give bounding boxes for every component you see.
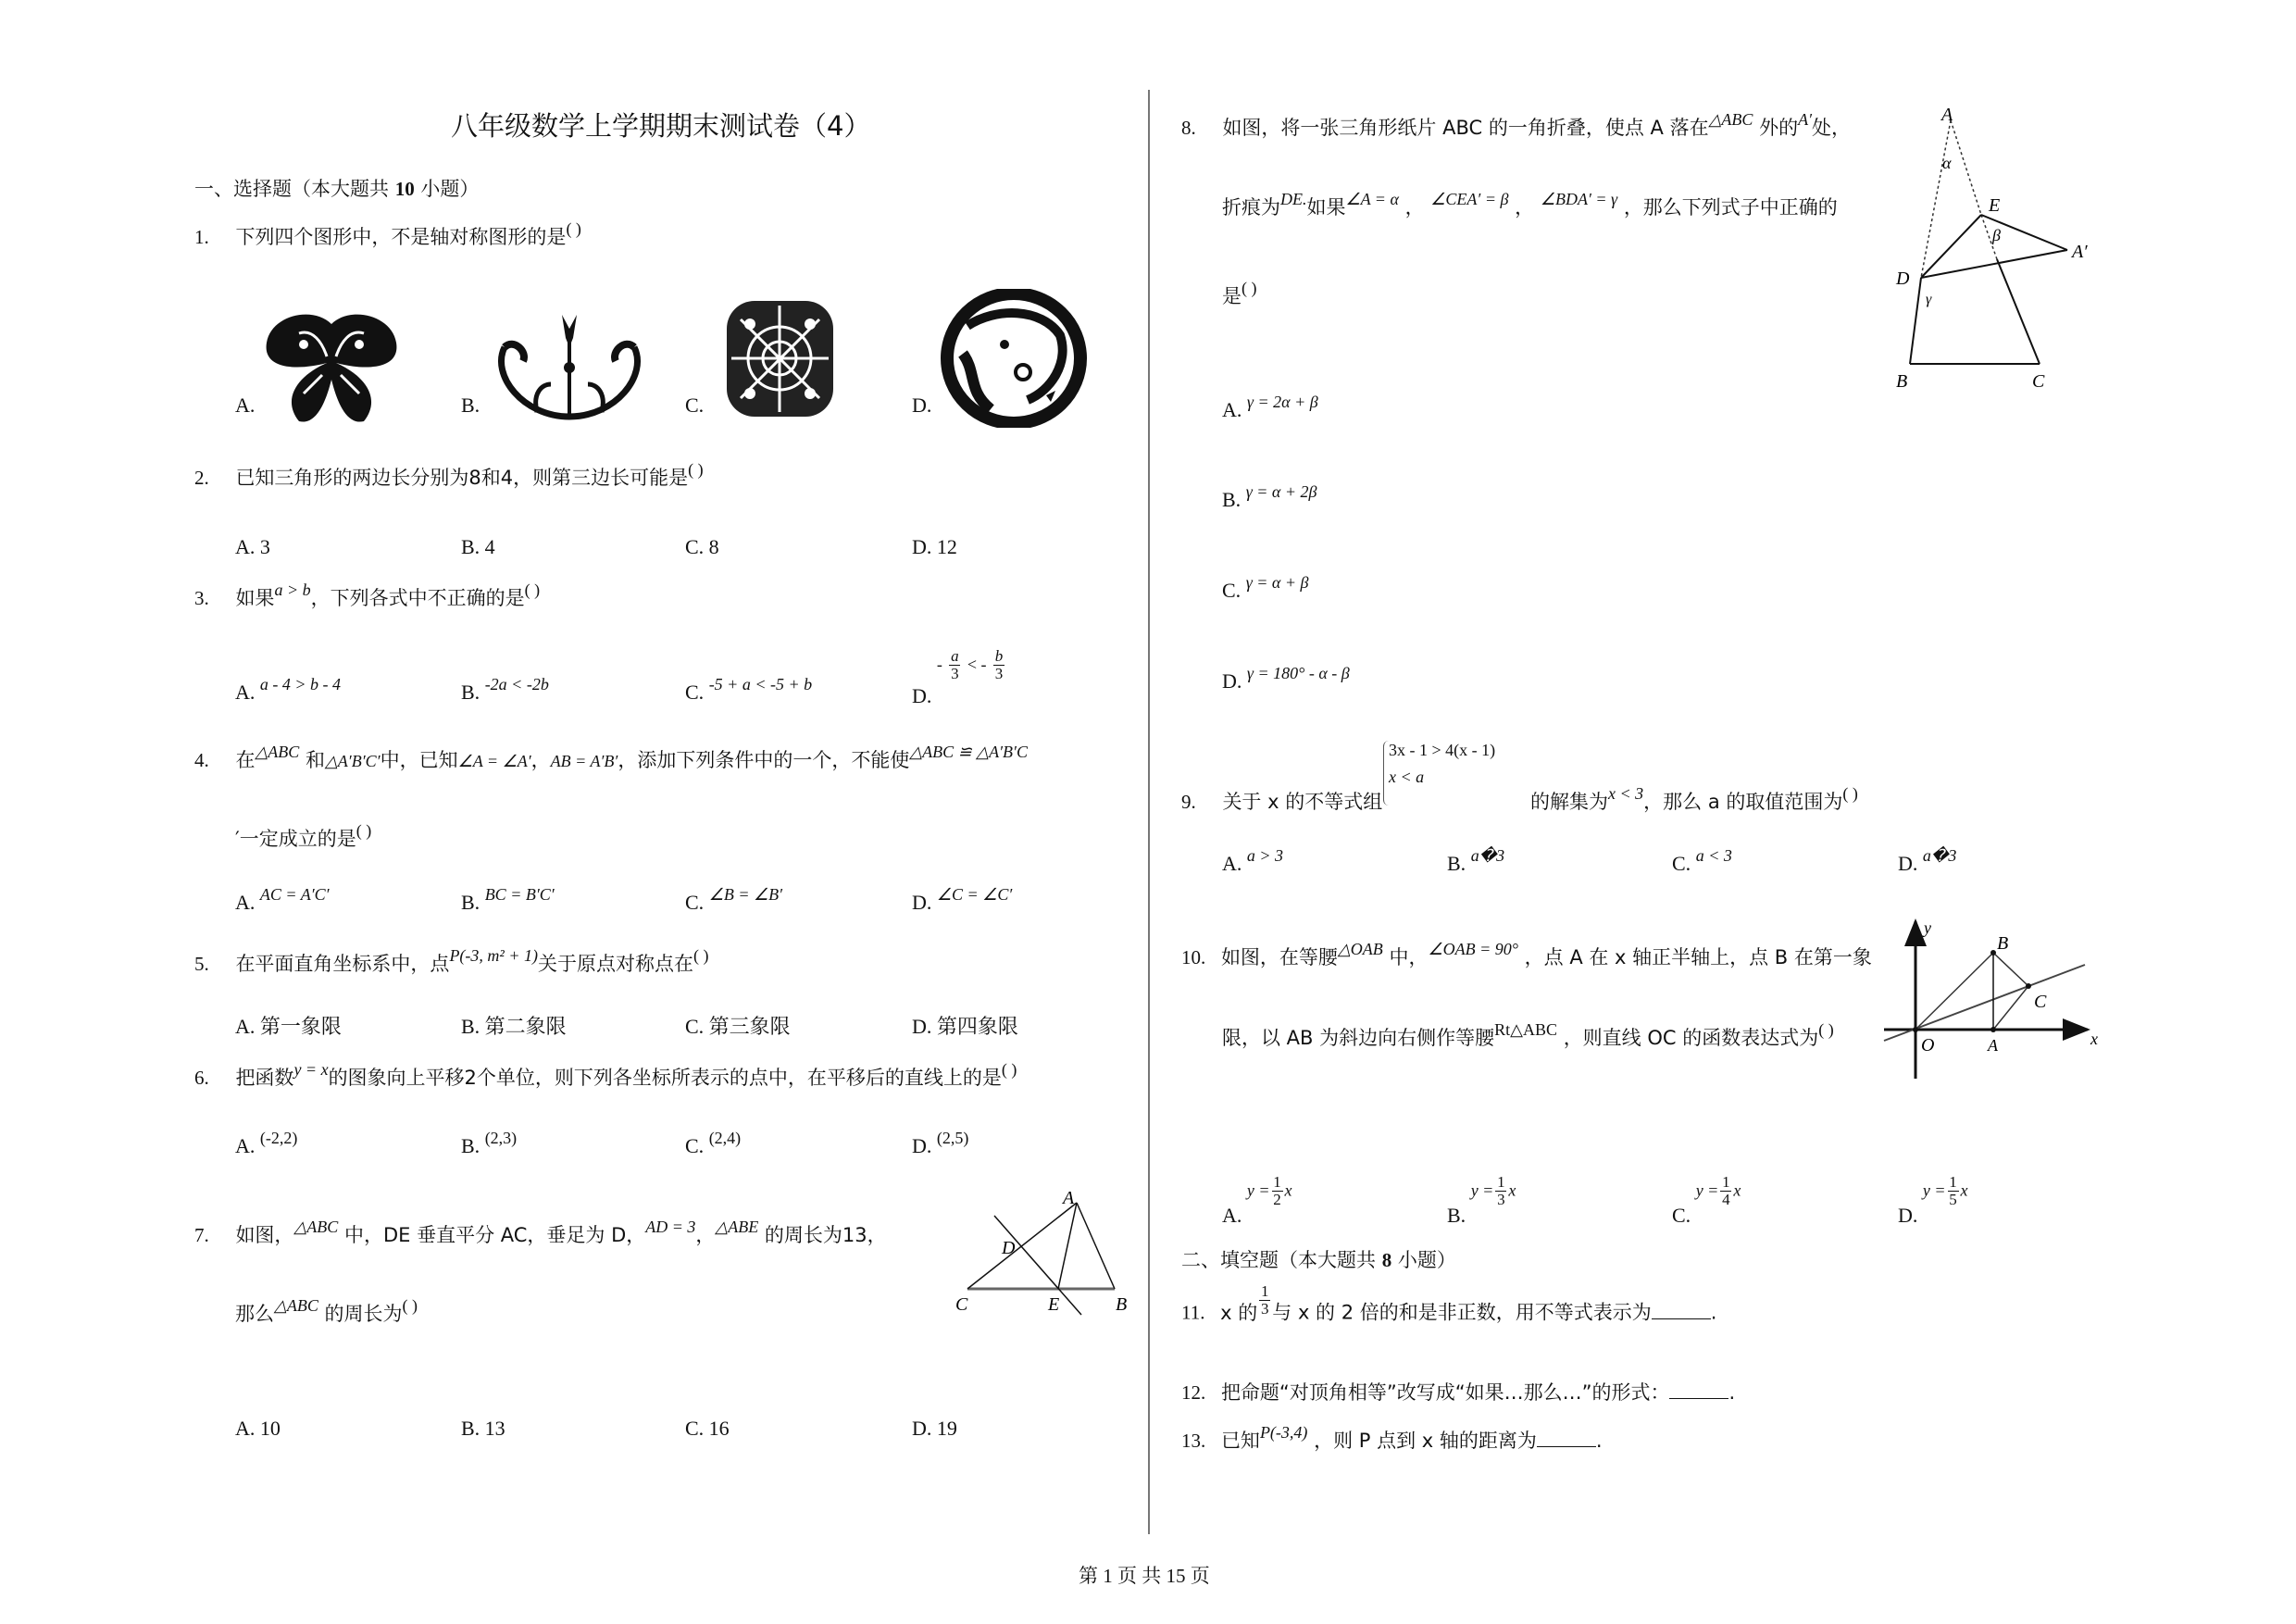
triangle-expr: △ABC xyxy=(255,743,300,761)
period: . xyxy=(1595,1430,1603,1452)
q8-fold-figure xyxy=(1889,93,2148,407)
fraction-a-over-3 xyxy=(949,648,960,682)
option-label: A. xyxy=(1222,398,1242,421)
condition-expr: ∠A = ∠A′ xyxy=(457,752,531,770)
q7-option-c[interactable]: C. 16 xyxy=(685,1417,730,1440)
question-text: 折痕为 xyxy=(1222,196,1280,219)
question-text: ，点 A 在 x 轴正半轴上，点 B 在第一象 xyxy=(1524,946,1872,968)
label-a: A xyxy=(1063,1188,1075,1208)
triangle-expr: △ABC xyxy=(1708,110,1753,129)
option-expr: (2,5) xyxy=(936,1129,969,1147)
label-gamma: γ xyxy=(1926,292,1932,307)
label-a-prime: A′ xyxy=(2072,242,2088,262)
question-number: 12. xyxy=(1181,1381,1206,1404)
question-4 xyxy=(194,745,1028,773)
point-expr: P(-3,4) xyxy=(1259,1423,1308,1442)
question-number: 4. xyxy=(194,749,209,771)
numerator: 1 xyxy=(1949,1173,1957,1191)
section-heading-fill xyxy=(1181,1245,1456,1273)
page-title: 八年级数学上学期期末测试卷（4） xyxy=(451,110,871,142)
page-footer: 第 1 页 共 15 页 xyxy=(1079,1565,1210,1587)
question-text: ，下列各式中不正确的是 xyxy=(310,587,525,609)
q9-option-d[interactable] xyxy=(1898,846,1957,876)
answer-paren: ( ) xyxy=(1842,784,1858,803)
question-text: 关于原点对称点在 xyxy=(537,953,693,975)
denominator: 4 xyxy=(1722,1191,1730,1208)
condition-expr: a > b xyxy=(274,581,311,599)
snowflake-figure xyxy=(718,292,842,426)
fraction xyxy=(1272,1174,1283,1208)
q10-option-b[interactable] xyxy=(1447,1173,1516,1227)
section-count: 8 xyxy=(1381,1249,1392,1271)
option-label: D. xyxy=(1222,669,1242,693)
option-expr: γ = α + 2β xyxy=(1245,482,1317,501)
question-text: x 的 xyxy=(1220,1301,1258,1324)
answer-paren: ( ) xyxy=(688,460,704,479)
question-text: ， xyxy=(530,749,551,771)
option-label: B. xyxy=(1447,1203,1466,1227)
option-label: B. xyxy=(461,891,480,914)
option-expr: a > 3 xyxy=(1246,846,1284,865)
question-text: 已知三角形的两边长分别为8和4，则第三边长可能是 xyxy=(235,467,689,489)
question-text: 的图象向上平移2个单位，则下列各坐标所表示的点中，在平移后的直线上的是 xyxy=(328,1067,1002,1089)
angle-expr: ∠OAB = 90° xyxy=(1428,940,1518,958)
q8-option-a[interactable] xyxy=(1222,393,1318,422)
question-text: 把函数 xyxy=(235,1067,294,1089)
option-label: C. xyxy=(1672,852,1691,875)
q1-option-d[interactable] xyxy=(912,394,931,418)
q6-option-b[interactable] xyxy=(461,1129,518,1158)
option-label: C. xyxy=(1222,579,1242,602)
q4-option-c[interactable] xyxy=(685,885,783,915)
question-text: ，那么下列式子中正确的 xyxy=(1623,196,1838,219)
question-7-line2 xyxy=(235,1296,418,1327)
question-text: ，添加下列条件中的一个，不能使 xyxy=(618,749,910,771)
question-8-line2: 折痕为DE.如果∠A = α ， ∠CEA′ = β ， ∠BDA′ = γ ，那么下列式子中正确的 xyxy=(1222,190,1838,219)
label-d: D xyxy=(1896,269,1910,289)
option-label: A. xyxy=(235,394,256,417)
section-suffix: 小题） xyxy=(420,178,480,200)
q8-option-c[interactable] xyxy=(1222,573,1309,603)
q7-option-d[interactable]: D. 19 xyxy=(912,1417,957,1440)
answer-paren: ( ) xyxy=(1242,279,1257,297)
lhs: y = xyxy=(1470,1181,1494,1200)
option-label: B. xyxy=(1222,488,1242,511)
q2-option-b[interactable]: B. 4 xyxy=(461,535,495,558)
question-text: 下列四个图形中，不是轴对称图形的是 xyxy=(235,226,567,248)
q5-option-b[interactable]: B. 第二象限 xyxy=(461,1015,567,1038)
question-text: 把命题“对顶角相等”改写成“如果…那么…”的形式： xyxy=(1220,1381,1670,1404)
question-text: 如果 xyxy=(235,587,275,609)
question-11 xyxy=(1181,1282,1717,1330)
question-text: ，则 P 点到 x 轴的距离为 xyxy=(1314,1430,1537,1452)
label-b: B xyxy=(1997,933,2009,954)
question-2 xyxy=(194,460,704,491)
numerator: 1 xyxy=(1261,1282,1269,1300)
question-text: 的周长为 xyxy=(324,1303,403,1325)
numerator: 1 xyxy=(1722,1173,1730,1191)
triangle-expr: △ABE xyxy=(715,1218,759,1236)
option-expr: γ = α + β xyxy=(1245,573,1309,592)
rhs: x xyxy=(1284,1181,1292,1200)
question-1 xyxy=(194,219,581,250)
question-8 xyxy=(1181,110,1852,141)
option-label: B. xyxy=(461,1134,480,1157)
question-text: 如图，在等腰 xyxy=(1220,946,1338,968)
q5-option-a[interactable]: A. 第一象限 xyxy=(235,1015,342,1038)
q10-coordinate-figure xyxy=(1870,907,2148,1093)
q4-option-d[interactable] xyxy=(912,885,1013,915)
option-expr: a�3 xyxy=(1922,846,1957,865)
label-a: A xyxy=(1941,105,1953,125)
option-label: D. xyxy=(912,394,932,417)
q1-option-c[interactable] xyxy=(685,394,704,418)
answer-paren: ( ) xyxy=(524,581,541,599)
question-number: 9. xyxy=(1181,791,1196,813)
option-label: B. xyxy=(461,394,480,417)
less-than-minus: < - xyxy=(967,655,987,674)
label-c: C xyxy=(955,1294,968,1315)
section-label: 二、填空题（本大题共 xyxy=(1181,1249,1376,1271)
q9-option-b[interactable] xyxy=(1447,846,1505,876)
answer-paren: ( ) xyxy=(402,1296,418,1315)
option-expr: γ = 180° - α - β xyxy=(1246,664,1350,682)
label-e: E xyxy=(1989,195,2001,216)
inequality-2: x < a xyxy=(1389,768,1425,786)
question-text: 如果 xyxy=(1306,196,1346,219)
q1-option-a[interactable] xyxy=(235,394,255,418)
question-text: 处， xyxy=(1812,117,1852,139)
congruence-expr: △ABC ≌ △A′B′C xyxy=(909,743,1028,761)
denominator: 3 xyxy=(1261,1300,1269,1318)
question-6 xyxy=(194,1060,1017,1091)
label-c: C xyxy=(2032,371,2045,392)
q10-option-a[interactable] xyxy=(1222,1173,1292,1227)
denominator: 3 xyxy=(951,665,959,682)
label-y: y xyxy=(1924,918,1931,937)
label-x: x xyxy=(2090,1030,2098,1048)
question-number: 11. xyxy=(1181,1301,1205,1324)
q9-option-c[interactable] xyxy=(1672,846,1732,876)
option-expr: a < 3 xyxy=(1695,846,1732,865)
rhs: x xyxy=(1733,1181,1741,1200)
q8-option-d[interactable] xyxy=(1222,664,1350,693)
question-8-line3 xyxy=(1222,281,1257,309)
label-b: B xyxy=(1116,1294,1128,1315)
question-number: 5. xyxy=(194,953,209,975)
numerator: a xyxy=(951,647,959,665)
option-expr: γ = 2α + β xyxy=(1246,393,1318,411)
option-label: D. xyxy=(912,683,932,707)
option-expr: a - 4 > b - 4 xyxy=(259,675,342,693)
q3-option-d[interactable] xyxy=(912,647,1006,707)
question-9-tail xyxy=(1530,784,1858,815)
question-number: 6. xyxy=(194,1067,209,1089)
question-text: ′一定成立的是 xyxy=(235,828,356,850)
option-label: C. xyxy=(685,681,705,704)
option-label: D. xyxy=(912,891,932,914)
lhs: y = xyxy=(1922,1181,1946,1200)
option-label: D. xyxy=(1898,852,1918,875)
question-text: 关于 x 的不等式组 xyxy=(1222,791,1383,813)
denominator: 5 xyxy=(1949,1191,1957,1208)
triangle-expr: △ABC xyxy=(274,1296,318,1315)
solution-expr: x < 3 xyxy=(1608,784,1644,803)
option-expr: ∠C = ∠C′ xyxy=(936,885,1013,904)
rhs: x xyxy=(1508,1181,1516,1200)
question-text: ，那么 a 的取值范围为 xyxy=(1643,791,1843,813)
question-text: ，则直线 OC 的函数表达式为 xyxy=(1563,1027,1819,1049)
q1-option-b[interactable] xyxy=(461,394,480,418)
point-expr: P(-3, m² + 1) xyxy=(449,946,538,965)
q2-option-a[interactable]: A. 3 xyxy=(235,535,270,558)
question-text: ， xyxy=(695,1224,716,1246)
option-label: B. xyxy=(1447,852,1466,875)
question-number: 2. xyxy=(194,467,209,489)
triangle-expr: △ABC xyxy=(293,1218,339,1236)
label-e: E xyxy=(1048,1294,1060,1315)
label-d: D xyxy=(1002,1238,1016,1258)
question-5 xyxy=(194,946,709,977)
option-expr: -5 + a < -5 + b xyxy=(708,675,813,693)
q10-option-d[interactable] xyxy=(1898,1173,1968,1227)
option-label: B. xyxy=(461,681,480,704)
numerator: 1 xyxy=(1497,1173,1505,1191)
fraction-b-over-3 xyxy=(993,648,1004,682)
question-number: 3. xyxy=(194,587,209,609)
question-9 xyxy=(1181,787,1382,815)
option-expr: a�3 xyxy=(1470,846,1505,865)
denominator: 3 xyxy=(1497,1191,1505,1208)
triangle-expr: △A′B′C′ xyxy=(324,752,381,770)
inequality-system xyxy=(1383,741,1528,806)
question-text: 外的 xyxy=(1759,117,1799,139)
question-text: 在 xyxy=(235,749,256,771)
option-expr: AC = A′C′ xyxy=(259,885,330,904)
q6-option-a[interactable] xyxy=(235,1129,298,1158)
question-text: 的解集为 xyxy=(1530,791,1608,813)
label-b: B xyxy=(1896,371,1908,392)
option-label: C. xyxy=(685,891,705,914)
question-13 xyxy=(1181,1423,1603,1454)
label-o: O xyxy=(1921,1035,1935,1056)
numerator: b xyxy=(994,647,1004,665)
option-label: C. xyxy=(685,394,705,417)
fraction xyxy=(1948,1174,1959,1208)
question-text: 的周长为13， xyxy=(764,1224,887,1246)
q6-option-c[interactable] xyxy=(685,1129,742,1158)
question-10 xyxy=(1181,940,1872,970)
dragon-figure xyxy=(940,289,1088,428)
right-triangle-expr: Rt△ABC xyxy=(1494,1020,1557,1039)
fraction xyxy=(1720,1174,1731,1208)
question-7 xyxy=(194,1220,887,1248)
fraction-one-third xyxy=(1259,1283,1270,1318)
scroll-ornament-figure xyxy=(486,310,653,421)
q6-option-d[interactable] xyxy=(912,1129,969,1158)
q7-triangle-figure xyxy=(944,1185,1148,1333)
answer-paren: ( ) xyxy=(356,821,372,840)
answer-paren: ( ) xyxy=(1818,1020,1834,1039)
question-text: 那么 xyxy=(235,1303,274,1325)
condition-expr: ∠A = α xyxy=(1345,190,1399,208)
question-number: 8. xyxy=(1181,117,1196,139)
inequality-1: 3x - 1 > 4(x - 1) xyxy=(1389,741,1496,759)
period: . xyxy=(1728,1381,1736,1404)
option-expr: (-2,2) xyxy=(259,1129,298,1147)
condition-expr: ∠CEA′ = β xyxy=(1430,190,1509,208)
butterfly-figure xyxy=(262,306,401,426)
question-text: 中，DE 垂直平分 AC，垂足为 D， xyxy=(343,1224,646,1246)
q2-option-c[interactable]: C. 8 xyxy=(685,535,719,558)
question-number: 10. xyxy=(1181,946,1206,968)
question-4-line2 xyxy=(235,821,372,852)
question-text: 已知 xyxy=(1220,1430,1260,1452)
option-expr: BC = B′C′ xyxy=(484,885,555,904)
denominator: 2 xyxy=(1273,1191,1281,1208)
label-c: C xyxy=(2034,992,2047,1012)
answer-blank[interactable] xyxy=(1652,1302,1711,1319)
option-label: A. xyxy=(235,681,256,704)
section-suffix: 小题） xyxy=(1397,1249,1456,1271)
question-text: 是 xyxy=(1222,285,1242,307)
option-label: A. xyxy=(1222,852,1242,875)
option-label: D. xyxy=(1898,1203,1918,1227)
q10-option-c[interactable] xyxy=(1672,1173,1741,1227)
option-label: A. xyxy=(235,1134,256,1157)
function-expr: y = x xyxy=(293,1060,329,1079)
lhs: y = xyxy=(1695,1181,1719,1200)
question-text: 中，已知 xyxy=(380,749,458,771)
fraction xyxy=(1495,1174,1506,1208)
length-expr: AD = 3 xyxy=(645,1218,696,1236)
question-3 xyxy=(194,583,540,611)
question-number: 7. xyxy=(194,1224,209,1246)
option-label: C. xyxy=(685,1134,705,1157)
q2-option-d[interactable]: D. 12 xyxy=(912,535,957,558)
question-text: 和 xyxy=(305,749,325,771)
answer-blank[interactable] xyxy=(1669,1381,1728,1399)
answer-blank[interactable] xyxy=(1537,1430,1596,1447)
label-beta: β xyxy=(1992,226,2001,244)
option-label: C. xyxy=(1672,1203,1691,1227)
q3-option-c[interactable] xyxy=(685,675,813,705)
q5-option-c[interactable]: C. 第三象限 xyxy=(685,1015,791,1038)
question-text: 如图， xyxy=(235,1224,294,1246)
condition-expr: AB = A′B′ xyxy=(550,752,618,770)
lhs: y = xyxy=(1246,1181,1270,1200)
option-expr: (2,3) xyxy=(484,1129,518,1147)
q4-option-b[interactable] xyxy=(461,885,555,915)
triangle-expr: △OAB xyxy=(1337,940,1383,958)
question-text: 中， xyxy=(1389,946,1429,968)
question-number: 1. xyxy=(194,226,209,248)
option-expr: ∠B = ∠B′ xyxy=(708,885,783,904)
section-heading-choice xyxy=(194,174,479,202)
q3-option-a[interactable] xyxy=(235,675,342,705)
period: . xyxy=(1710,1301,1717,1324)
question-number: 13. xyxy=(1181,1430,1206,1452)
answer-paren: ( ) xyxy=(1001,1060,1017,1079)
question-10-line2 xyxy=(1222,1020,1834,1051)
q7-option-a[interactable]: A. 10 xyxy=(235,1417,281,1440)
q4-option-a[interactable] xyxy=(235,885,330,915)
q9-option-a[interactable] xyxy=(1222,846,1284,876)
section-count: 10 xyxy=(394,178,415,200)
rhs: x xyxy=(1960,1181,1968,1200)
label-a: A xyxy=(1988,1036,1998,1055)
point-expr: A′ xyxy=(1798,110,1813,129)
option-expr: (2,4) xyxy=(708,1129,742,1147)
question-text: 限，以 AB 为斜边向右侧作等腰 xyxy=(1222,1027,1495,1049)
q8-option-b[interactable] xyxy=(1222,482,1317,512)
q5-option-d[interactable]: D. 第四象限 xyxy=(912,1015,1018,1038)
crease-expr: DE. xyxy=(1280,190,1307,208)
answer-paren: ( ) xyxy=(693,946,709,965)
numerator: 1 xyxy=(1273,1173,1281,1191)
column-divider xyxy=(1148,90,1150,1534)
question-text: 如图，将一张三角形纸片 ABC 的一角折叠，使点 A 落在 xyxy=(1222,117,1709,139)
minus-sign: - xyxy=(936,655,942,674)
condition-expr: ∠BDA′ = γ xyxy=(1540,190,1618,208)
option-label: D. xyxy=(912,1134,932,1157)
denominator: 3 xyxy=(994,665,1004,682)
label-alpha: α xyxy=(1942,154,1952,172)
question-text: 与 x 的 2 倍的和是非正数，用不等式表示为 xyxy=(1272,1301,1652,1324)
question-12 xyxy=(1181,1378,1735,1405)
answer-paren: ( ) xyxy=(566,219,581,238)
q3-option-b[interactable] xyxy=(461,675,549,705)
option-expr: -2a < -2b xyxy=(484,675,549,693)
question-text: 在平面直角坐标系中，点 xyxy=(235,953,450,975)
option-label: A. xyxy=(235,891,256,914)
q7-option-b[interactable]: B. 13 xyxy=(461,1417,505,1440)
section-label: 一、选择题（本大题共 xyxy=(194,178,389,200)
option-label: A. xyxy=(1222,1203,1242,1227)
